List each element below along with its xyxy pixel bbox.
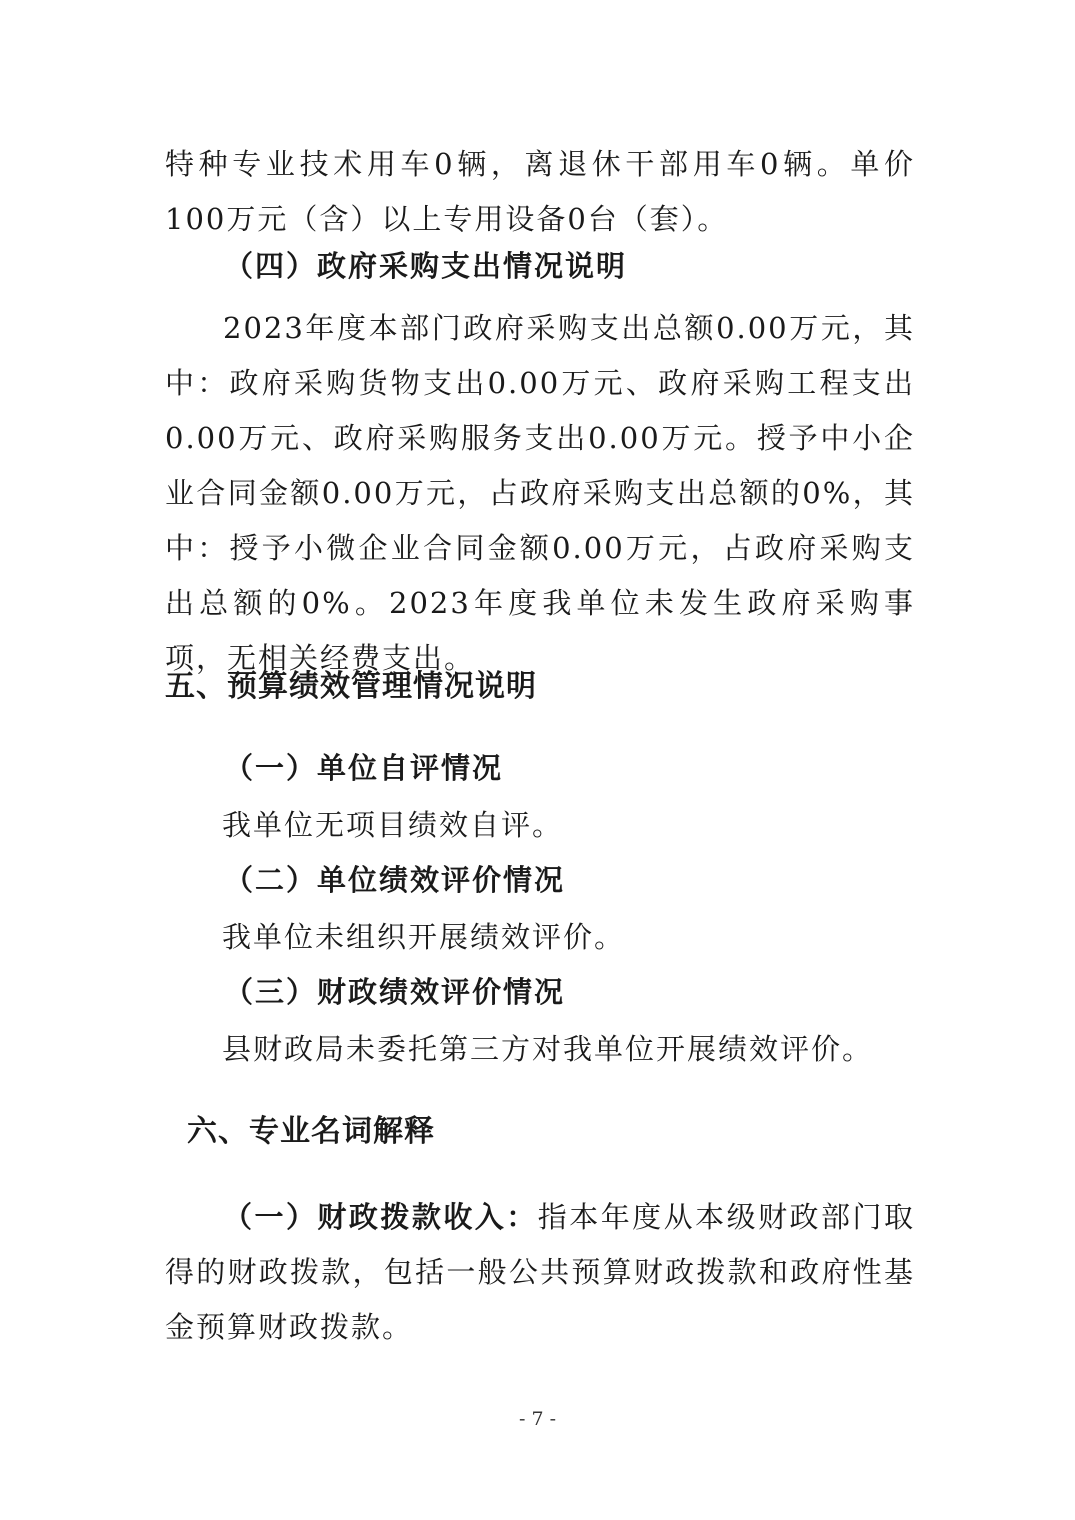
term-text: 指本年度从本级财政部门取得的财政拨款，包括一般公共预算财政拨款和政府性基金预算财政拨款。: [165, 1200, 915, 1344]
heading-fiscal-evaluation: （三）财政绩效评价情况: [224, 975, 566, 1009]
heading-procurement: （四）政府采购支出情况说明: [224, 249, 628, 283]
term-label: （一）财政拨款收入：: [223, 1200, 538, 1234]
heading-section-5: 五、预算绩效管理情况说明: [165, 669, 537, 704]
paragraph-term-definition: [165, 1190, 915, 1355]
heading-self-evaluation: （一）单位自评情况: [224, 751, 504, 785]
heading-section-6: 六、专业名词解释: [187, 1114, 435, 1149]
paragraph-unit-evaluation: 我单位未组织开展绩效评价。: [222, 920, 626, 954]
heading-unit-evaluation: （二）单位绩效评价情况: [224, 863, 566, 897]
page-number: - 7 -: [518, 1408, 556, 1430]
paragraph-procurement: 2023年度本部门政府采购支出总额0.00万元，其中：政府采购货物支出0.00万元、政府采购工程支出0.00万元、政府采购服务支出0.00万元。授予中小企业合同金额0.00万元，占政府采购支出总额的0%，其中：授予小微企业合同金额0.00万元，占政府采购支出总额的0%。2023年度我单位未发生政府采购事项，无相关经费支出。: [165, 311, 915, 675]
paragraph-self-evaluation: 我单位无项目绩效自评。: [222, 808, 564, 842]
paragraph-fiscal-evaluation: 县财政局未委托第三方对我单位开展绩效评价。: [222, 1032, 874, 1066]
paragraph-vehicles: 特种专业技术用车0辆，离退休干部用车0辆。单价100万元（含）以上专用设备0台（套）。: [165, 147, 915, 236]
